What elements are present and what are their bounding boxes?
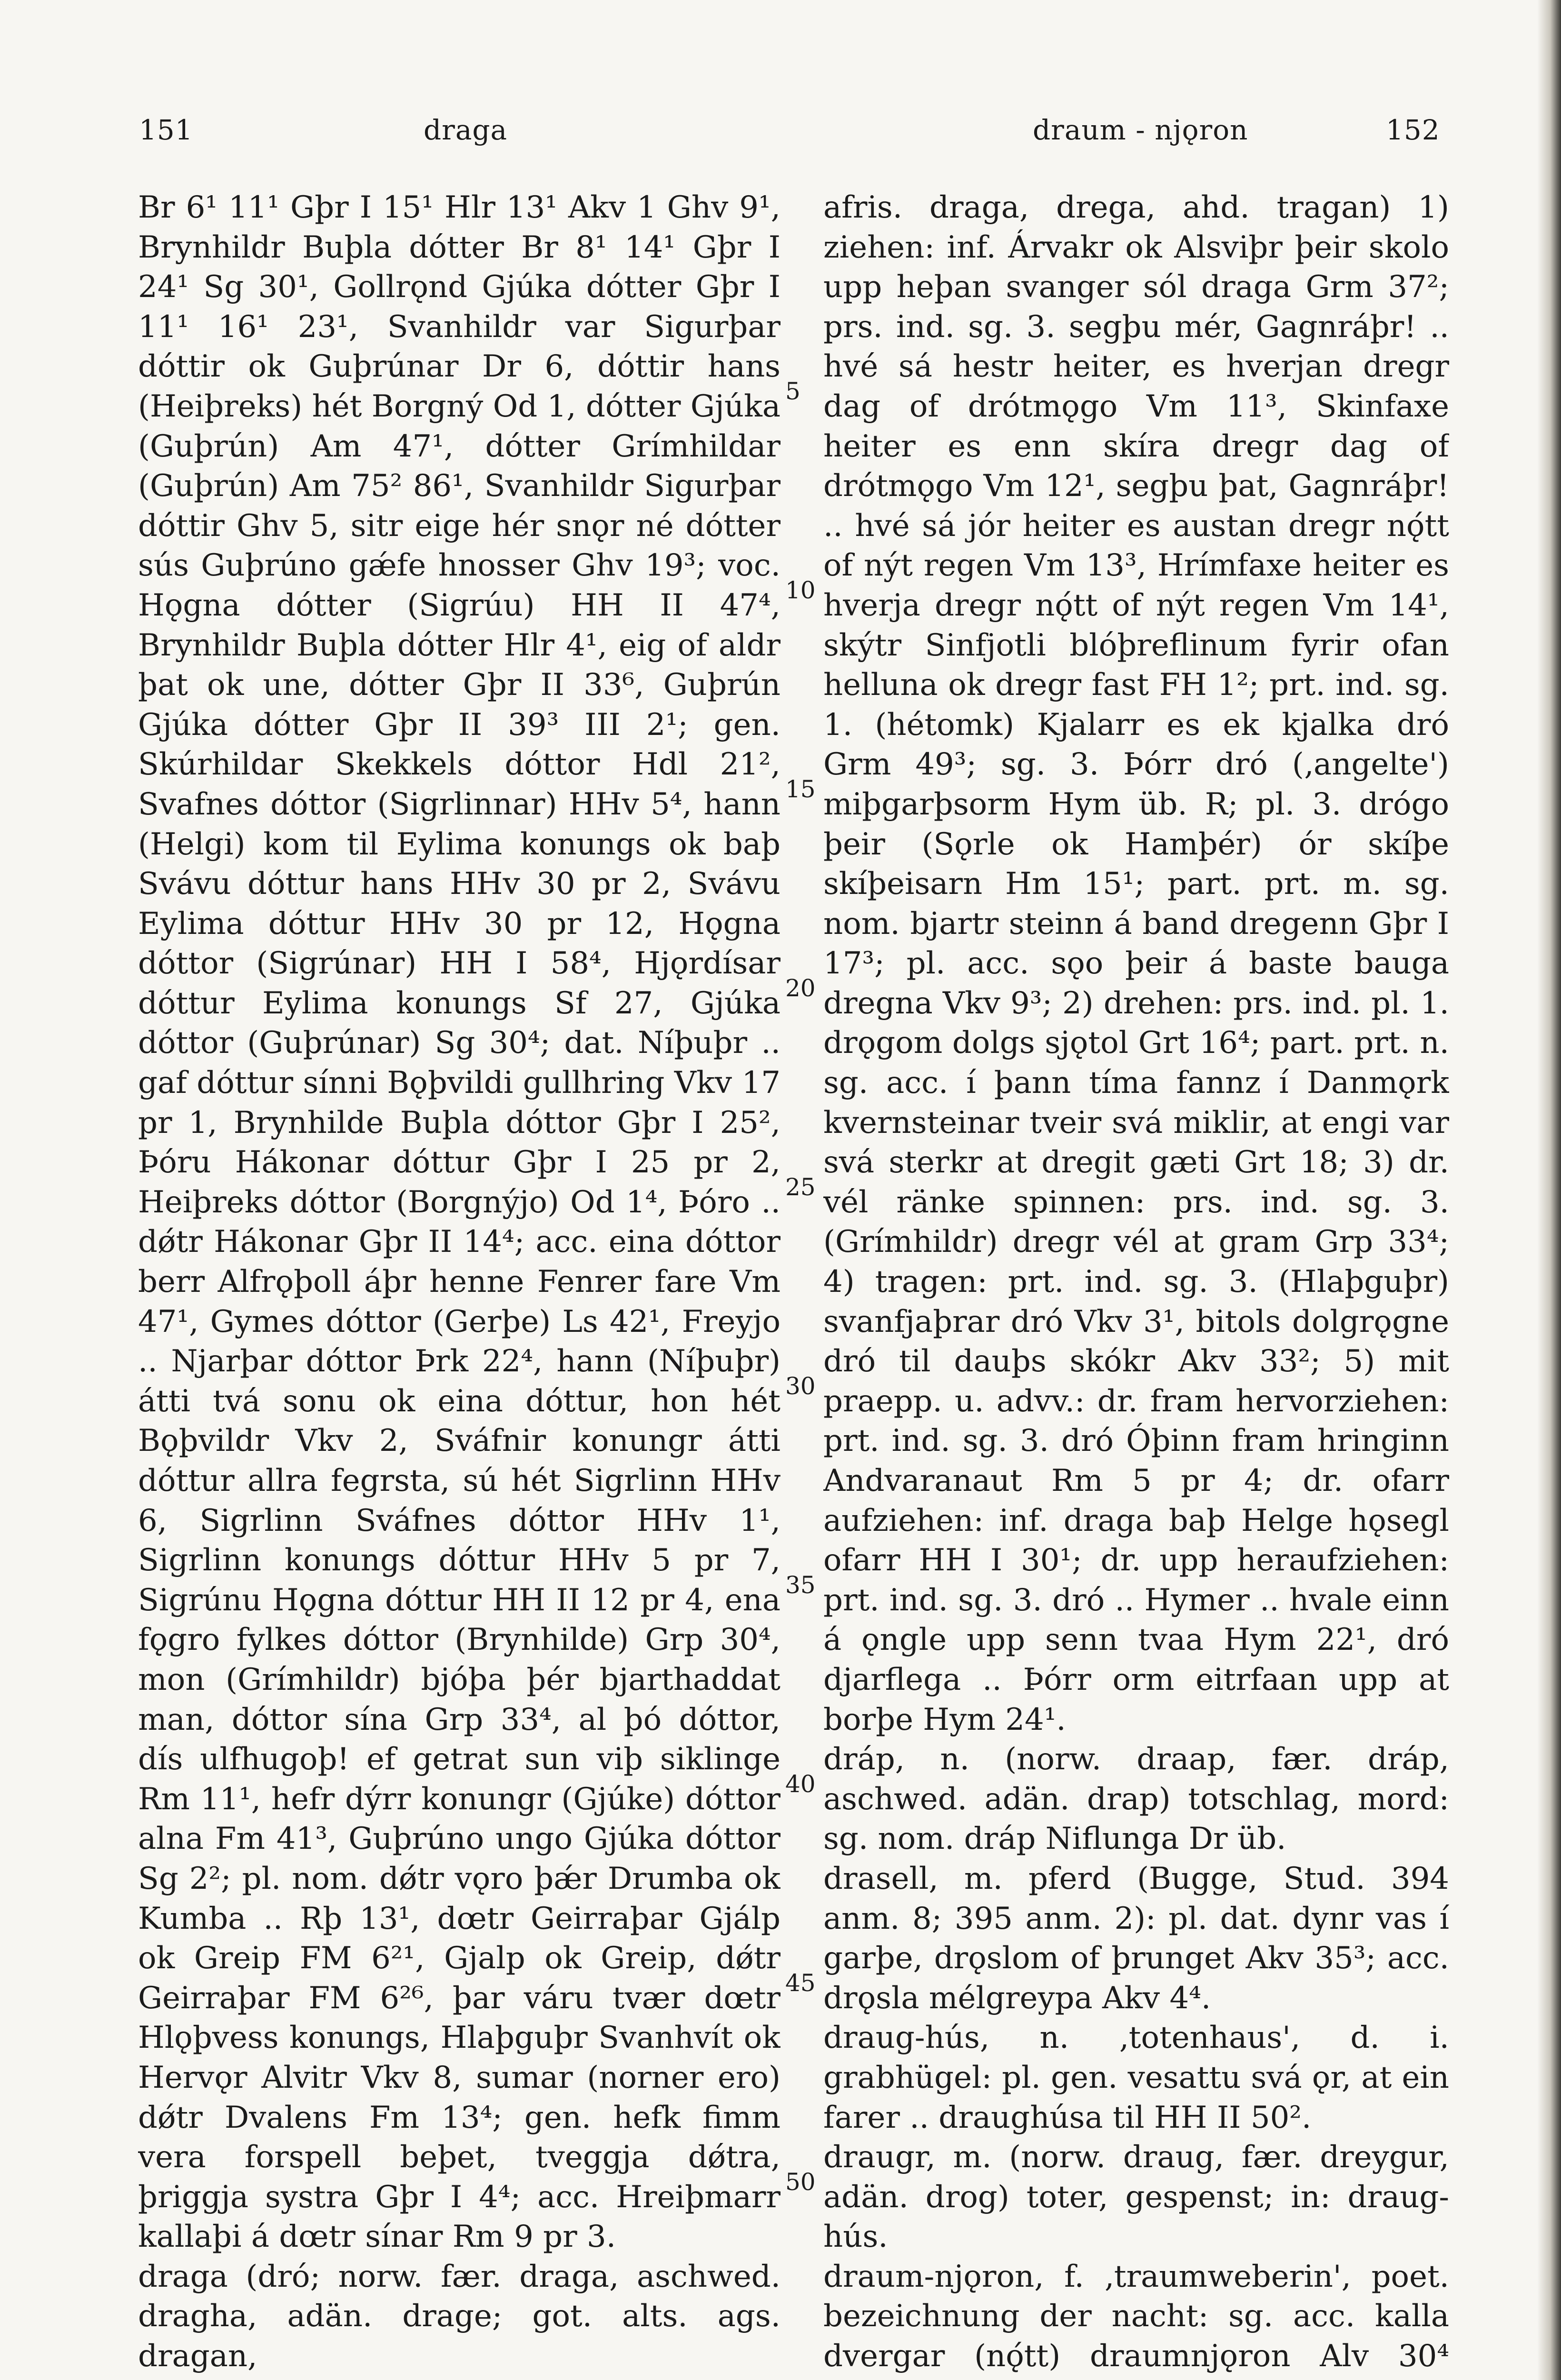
page-number-left: 151 bbox=[139, 114, 193, 146]
line-number: 10 bbox=[785, 576, 816, 604]
line-number: 50 bbox=[785, 2168, 816, 2196]
line-number: 30 bbox=[785, 1372, 816, 1400]
dictionary-entry-drasell: drasell, m. pferd (Bugge, Stud. 394 anm. 8; 395 anm. 2): pl. dat. dynr vas í garþe, drǫslom of þrunget Akv 35³; acc. drǫsla mélgreypa Akv 4⁴. bbox=[823, 1861, 1449, 2016]
line-number: 35 bbox=[785, 1571, 816, 1599]
line-number: 40 bbox=[785, 1770, 816, 1798]
dictionary-entry-draum-njoron: draum-njǫron, f. ‚traumweberin', poet. bezeichnung der nacht: sg. acc. kalla dvergar (nǫ́tt) draumnjǫron Alv 30⁴ bbox=[823, 2259, 1449, 2374]
line-number: 25 bbox=[785, 1173, 816, 1201]
dictionary-entry-draugr: draugr, m. (norw. draug, fær. dreygur, adän. drog) toter, gespenst; in: draug-hús. bbox=[823, 2140, 1449, 2255]
page-number-right: 152 bbox=[1386, 114, 1440, 146]
dictionary-entry-draga-continued: afris. draga, drega, ahd. tragan) 1) ziehen: inf. Árvakr ok Alsviþr þeir skolo upp heþan svanger sól draga Grm 37²; prs. ind. sg. 3. segþu mér, Gagnráþr! .. hvé sá hestr heiter, es hverjan dregr dag of drótmǫgo Vm 11³, Skinfaxe heiter es enn skíra dregr dag of drótmǫgo Vm 12¹, segþu þat, Gagnráþr! .. hvé sá jór heiter es austan dregr nǫ́tt of nýt regen Vm 13³, Hrímfaxe heiter es hverja dregr nǫ́tt of nýt regen Vm 14¹, skýtr Sinfjotli blóþreflinum fyrir ofan helluna ok dregr fast FH 1²; prt. ind. sg. 1. (hétomk) Kjalarr es ek kjalka dró Grm 49³; sg. 3. Þórr dró (‚angelte') miþgarþsorm Hym üb. R; pl. 3. drógo þeir (Sǫrle ok Hamþér) ór skíþe skíþeisarn Hm 15¹; part. prt. m. sg. nom. bjartr steinn á band dregenn Gþr I 17³; pl. acc. sǫo þeir á baste bauga dregna Vkv 9³; 2) drehen: prs. ind. pl. 1. drǫgom dolgs sjǫtol Grt 16⁴; part. prt. n. sg. acc. í þann tíma fannz í Danmǫrk kvernsteinar tveir svá miklir, at engi var svá sterkr at dregit gæti Grt 18; 3) dr. vél ränke spinnen: prs. ind. sg. 3. (Grímhildr) dregr vél at gram Grp 33⁴; 4) tragen: prt. ind. sg. 3. (Hlaþguþr) svanfjaþrar dró Vkv 3¹, bitols dolgrǫgne dró til dauþs skókr Akv 33²; 5) mit praepp. u. advv.: dr. fram hervorziehen: prt. ind. sg. 3. dró Óþinn fram hringinn Andvaranaut Rm 5 pr 4; dr. ofarr aufziehen: inf. draga baþ Helge hǫsegl ofarr HH I 30¹; dr. upp heraufziehen: prt. ind. sg. 3. dró .. Hymer .. hvale einn á ǫngle upp senn tvaa Hym 22¹, dró djarflega .. Þórr orm eitrfaan upp at borþe Hym 24¹. bbox=[823, 190, 1449, 1737]
dictionary-entry-continuation: Br 6¹ 11¹ Gþr I 15¹ Hlr 13¹ Akv 1 Ghv 9¹, Brynhildr Buþla dótter Br 8¹ 14¹ Gþr I 24¹ Sg 30¹, Gollrǫnd Gjúka dótter Gþr I 11¹ 16¹ 23¹, Svanhildr var Sigurþar dóttir ok Guþrúnar Dr 6, dóttir hans (Heiþreks) hét Borgný Od 1, dótter Gjúka (Guþrún) Am 47¹, dótter Grímhildar (Guþrún) Am 75² 86¹, Svanhildr Sigurþar dóttir Ghv 5, sitr eige hér snǫr né dótter sús Guþrúno gǽfe hnosser Ghv 19³; voc. Hǫgna dótter (Sigrúu) HH II 47⁴, Brynhildr Buþla dótter Hlr 4¹, eig of aldr þat ok une, dótter Gþr II 33⁶, Guþrún Gjúka dótter Gþr II 39³ III 2¹; gen. Skúrhildar Skekkels dóttor Hdl 21², Svafnes dóttor (Sigrlinnar) HHv 5⁴, hann (Helgi) kom til Eylima konungs ok baþ Svávu dóttur hans HHv 30 pr 2, Svávu Eylima dóttur HHv 30 pr 12, Hǫgna dóttor (Sigrúnar) HH I 58⁴, Hjǫrdísar dóttur Eylima konungs Sf 27, Gjúka dóttor (Guþrúnar) Sg 30⁴; dat. Níþuþr .. gaf dóttur sínni Bǫþvildi gullhring Vkv 17 pr 1, Brynhilde Buþla dóttor Gþr I 25², Þóru Hákonar dóttur Gþr I 25 pr 2, Heiþreks dóttor (Borgnýjo) Od 1⁴, Þóro .. dǿtr Hákonar Gþr II 14⁴; acc. eina dóttor berr Alfrǫþoll áþr henne Fenrer fare Vm 47¹, Gymes dóttor (Gerþe) Ls 42¹, Freyjo .. Njarþar dóttor Þrk 22⁴, hann (Níþuþr) átti tvá sonu ok eina dóttur, hon hét Bǫþvildr Vkv 2, Sváfnir konungr átti dóttur allra fegrsta, sú hét Sigrlinn HHv 6, Sigrlinn Sváfnes dóttor HHv 1¹, Sigrlinn konungs dóttur HHv 5 pr 7, Sigrúnu Hǫgna dóttur HH II 12 pr 4, ena fǫgro fylkes dóttor (Brynhilde) Grp 30⁴, mon (Grímhildr) bjóþa þér bjarthaddat man, dóttor sína Grp 33⁴, al þó dóttor, dís ulfhugoþ! ef getrat sun viþ siklinge Rm 11¹, hefr dýrr konungr (Gjúke) dóttor alna Fm 41³, Guþrúno ungo Gjúka dóttor Sg 2²; pl. nom. dǿtr vǫro þǽr Drumba ok Kumba .. Rþ 13¹, dœtr Geirraþar Gjálp ok Greip FM 6²¹, Gjalp ok Greip, dǿtr Geirraþar FM 6²⁶, þar váru tvær dœtr Hlǫþvess konungs, Hlaþguþr Svanhvít ok Hervǫr Alvitr Vkv 8, sumar (norner ero) dǿtr Dvalens Fm 13⁴; gen. hefk fimm vera forspell beþet, tveggja dǿtra, þriggja systra Gþr I 4⁴; acc. Hreiþmarr kallaþi á dœtr sínar Rm 9 pr 3. bbox=[138, 190, 780, 2255]
line-number: 5 bbox=[785, 377, 800, 405]
dictionary-entry-draga: draga (dró; norw. fær. draga, aschwed. dragha, adän. drage; got. alts. ags. dragan, bbox=[138, 2259, 780, 2374]
line-number: 20 bbox=[785, 974, 816, 1002]
line-number-gutter bbox=[785, 188, 819, 2378]
line-number: 15 bbox=[785, 775, 816, 803]
running-header bbox=[0, 113, 1561, 156]
left-column bbox=[138, 188, 780, 2378]
dictionary-entry-draug-hus: draug-hús, n. ‚totenhaus', d. i. grabhügel: pl. gen. vesattu svá ǫr, at ein farer .. draughúsa til HH II 50². bbox=[823, 2020, 1449, 2135]
page-binding-edge bbox=[1537, 0, 1561, 2380]
right-column bbox=[823, 188, 1449, 2378]
running-headword-right: draum - njǫron bbox=[1033, 114, 1248, 146]
dictionary-entry-drap: dráp, n. (norw. draap, fær. dráp, aschwed. adän. drap) totschlag, mord: sg. nom. dráp Niflunga Dr üb. bbox=[823, 1742, 1449, 1857]
running-headword-left: draga bbox=[424, 114, 508, 146]
line-number: 45 bbox=[785, 1969, 816, 1997]
